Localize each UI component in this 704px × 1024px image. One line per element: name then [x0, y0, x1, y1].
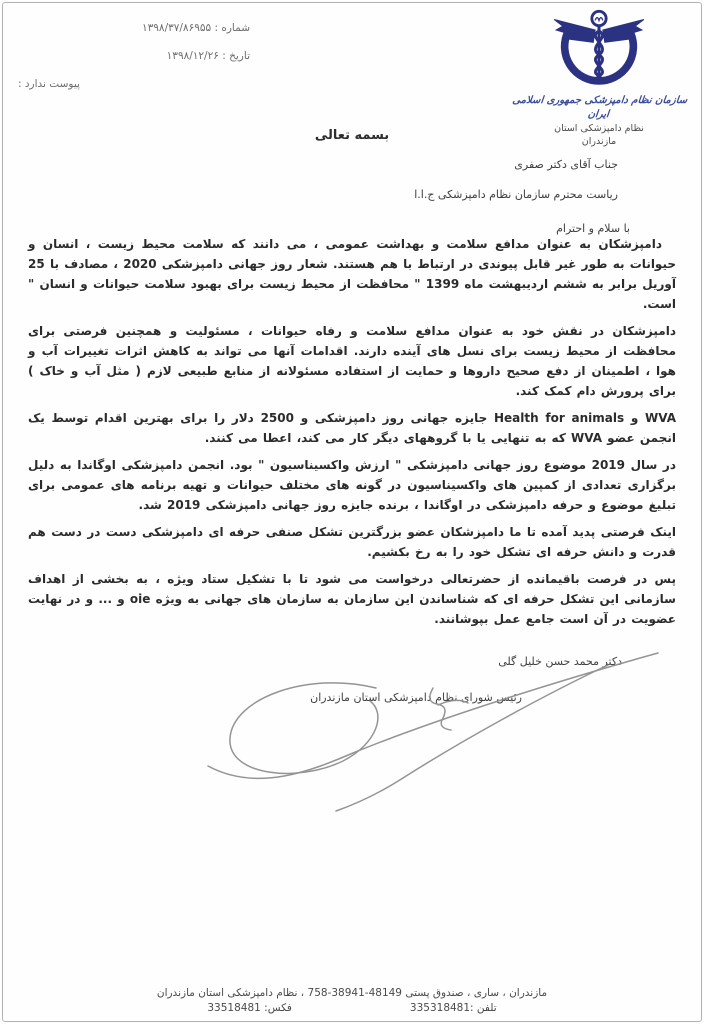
letter-attachment-field: پیوست ندارد :: [18, 78, 80, 90]
paragraph-2: دامپزشکان در نقش خود به عنوان مدافع سلامت و رفاه حیوانات ، مسئولیت و همچنین فرصتی برای محافظت از محیط زیست برای نسل های آینده دارند. اقدامات آنها می تواند به کاهش اثرات تغییرات آب و هوا ، اطمینان از دفع صحیح داروها و حمایت از استفاده مسئولانه از منابع طبیعی لازم ( مثل آب و خاک ) برای پرورش دام کمک کند.: [28, 324, 676, 398]
organization-logo: [510, 8, 688, 148]
letter-date-label: تاریخ :: [222, 50, 250, 62]
org-subline-mazandaran: مازندران: [581, 136, 617, 147]
bismillah-heading: بسمه تعالی: [314, 128, 390, 143]
fax-value: 33518481: [207, 1002, 261, 1014]
caduceus-emblem-icon: [551, 8, 647, 92]
letter-number-field: [18, 14, 250, 42]
letter-date-value: ۱۳۹۸/۱۲/۲۶: [166, 50, 219, 62]
org-name-calligraphy: سازمان نظام دامپزشکی جمهوری اسلامی ایران: [511, 95, 688, 120]
addressee-title: ریاست محترم سازمان نظام دامپزشکی ج.ا.ا: [414, 188, 618, 201]
signer-title: رئیس شورای نظام دامپزشکی استان مازندران: [310, 691, 522, 704]
paragraph-4: در سال 2019 موضوع روز جهانی دامپزشکی " ارزش واکسیناسیون " بود. انجمن دامپزشکی اوگاندا به دلیل برگزاری تعدادی از کمپین های واکسیناسیون در گونه های مختلف حیوانات و تهیه برنامه های عمومی برای تبلیغ موضوع و حرفه دامپزشکی در اوگاندا ، برنده جایزه روز جهانی دامپزشکی 2019 شد.: [28, 458, 676, 512]
letter-body: [28, 234, 676, 636]
phone-value: 335318481: [409, 1002, 471, 1014]
letter-date-field: [18, 42, 250, 70]
reference-fields: [18, 14, 250, 98]
footer: [0, 986, 704, 1016]
paragraph-5: اینک فرصتی پدید آمده تا ما دامپزشکان عضو بزرگترین تشکل صنفی حرفه ای دامپزشکی دست در دست هم قدرت و دانش حرفه ای تشکل خود را به رخ بکشیم.: [28, 525, 676, 559]
paragraph-6: پس در فرصت باقیمانده از حضرتعالی درخواست می شود تا با تشکیل ستاد ویژه ، به بخشی از اهداف سازمانی این تشکل حرفه ای که شناساندن این سازمان به سازمان های جهانی به ویژه oie و ... و در نهایت عضویت در آن است جامع عمل بپوشانند.: [28, 572, 676, 626]
org-subline-province: نظام دامپزشکی استان: [554, 123, 644, 134]
phone-label: تلفن :: [470, 1002, 497, 1014]
addressee-block: [0, 150, 704, 244]
signer-name: دکتر محمد حسن خلیل گلی: [498, 655, 622, 668]
paragraph-3: WVA و Health for animals جایزه جهانی روز دامپزشکی و 2500 دلار را برای بهترین اقدام توسط یک انجمن عضو WVA که به تنهایی یا با گروههای دیگر کار می کند، اعطا می کنند.: [28, 411, 677, 445]
salutation-line: با سلام و احترام: [556, 222, 630, 235]
footer-phone: [410, 1001, 497, 1016]
letter-number-value: ۱۳۹۸/۳۷/۸۶۹۵۵: [142, 22, 212, 34]
fax-label: فکس:: [264, 1002, 292, 1014]
paragraph-1: دامپزشکان به عنوان مدافع سلامت و بهداشت عمومی ، می دانند که سلامت محیط زیست ، انسان و حیوانات به طور غیر قابل پیوندی در ارتباط با هم هستند. شعار روز جهانی دامپزشکی 2020 ، مصادف با 25 آوریل برابر به ششم اردیبهشت ماه 1399 " محافظت از محیط زیست برای بهبود سلامت حیوانات و انسان " است.: [28, 237, 677, 311]
letter-number-label: شماره :: [214, 22, 250, 34]
footer-fax: [207, 1001, 292, 1016]
footer-address: مازندران ، ساری ، صندوق پستی 48149-38941-758 ، نظام دامپزشکی استان مازندران: [156, 987, 548, 999]
footer-phones: [0, 1001, 704, 1016]
handwritten-signature-icon: [138, 643, 672, 818]
addressee-name: جناب آقای دکتر صفری: [514, 158, 618, 171]
signature-block: [138, 643, 672, 818]
